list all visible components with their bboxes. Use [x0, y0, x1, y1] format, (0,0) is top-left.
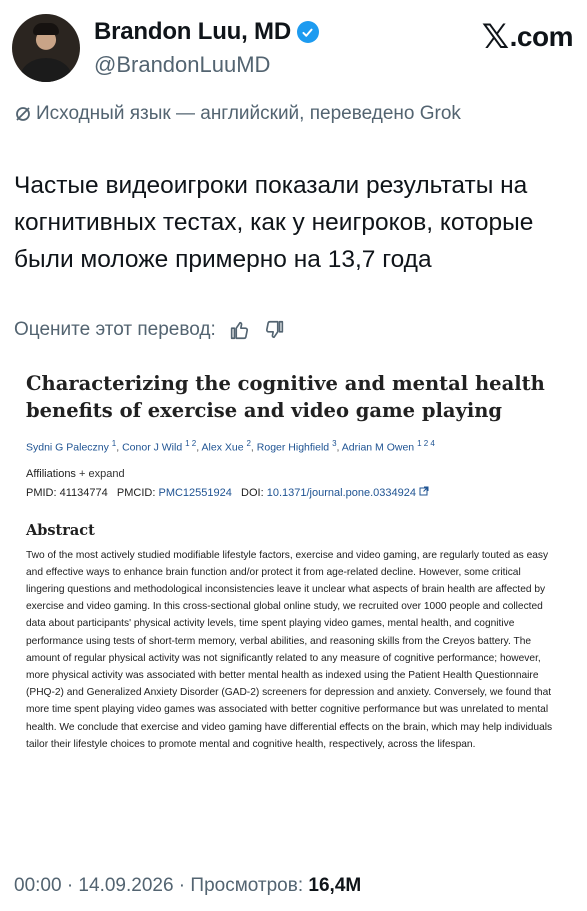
verified-badge-icon [297, 21, 319, 43]
site-label: .com [509, 21, 573, 52]
author-list: Sydni G Paleczny $^1$, Conor J Wild $^{1 2}$, Alex Xue $^2$, Roger Highfield $^3$, Adrian M Owen $^{1 2 4}$ [26, 439, 435, 454]
external-link-icon[interactable] [419, 486, 429, 496]
identifiers-row: PMID: 41134774 PMCID: PMC12551924 DOI: 10.1371/journal.pone.0334924 [26, 486, 566, 499]
author-link[interactable]: Roger Highfield [256, 441, 330, 454]
paper-title: Characterizing the cognitive and mental health benefits of exercise and video game playing [26, 372, 545, 422]
doi-link[interactable]: 10.1371/journal.pone.0334924 [266, 486, 416, 499]
abstract-text: Two of the most actively studied modifiable lifestyle factors, exercise and video gaming, are regularly touted as easy and effective ways to enhance brain function and/or protect it from age-related decline. However, some critical lingering questions and methodological inconsistencies leave it unclear what aspects of brain health are affected by exercise and video gaming. In this cross-sectional global online study, we recruited over 1000 people and collected data about participants' physical activity levels, time spent playing video games, mental health, and cognitive performance using tests of short-term memory, verbal abilities, and reasoning skills from the Creyos battery. The amount of regular physical activity was not significantly related to any measure of cognitive performance; however, more physical activity was associated with better mental health as indexed using the Patient Health Questionnaire (PHQ-2) and Generalized Anxiety Disorder (GAD-2) screeners for depression and anxiety. Conversely, we found that more time spent playing video games was associated with better cognitive performance but was unrelated to mental health. We conclude that exercise and video gaming have differential effects on the brain, which may help individuals tailor their lifestyle choices to promote mental and cognitive health, respectively, across the lifespan. [26, 549, 553, 750]
tweet-meta [14, 875, 361, 897]
thumbs-up-icon[interactable] [226, 317, 252, 343]
author-link[interactable]: Sydni G Paleczny [26, 441, 109, 454]
translate-icon [14, 105, 32, 123]
author-handle[interactable]: @BrandonLuuMD [94, 52, 271, 77]
view-count: 16,4M [308, 875, 362, 896]
affiliations-row [26, 468, 566, 480]
x-logo-icon: 𝕏 [481, 18, 509, 56]
site-watermark [482, 20, 573, 54]
translation-note [14, 103, 461, 125]
author-link[interactable]: Adrian M Owen [341, 441, 415, 454]
rate-translation-row [14, 317, 288, 343]
timestamp[interactable]: 00:00 · 14.09.2026 · Просмотров: [14, 875, 304, 896]
avatar[interactable] [12, 14, 80, 82]
translation-note-text: Исходный язык — английский, переведено Grok [36, 103, 461, 124]
author-name-row[interactable] [94, 18, 319, 46]
paper-screenshot [26, 370, 566, 753]
tweet-text: Частые видеоигроки показали результаты на когнитивных тестах, как у неигроков, которые были моложе примерно на 13,7 года [14, 172, 534, 273]
pmcid-link[interactable]: PMC12551924 [158, 486, 232, 499]
expand-affiliations-button[interactable]: + expand [79, 467, 125, 480]
rate-translation-label: Оцените этот перевод: [14, 319, 216, 340]
author-link[interactable]: Conor J Wild [122, 441, 183, 454]
affiliations-label: Affiliations [26, 467, 76, 480]
abstract-heading: Abstract [26, 521, 95, 539]
thumbs-down-icon[interactable] [262, 317, 288, 343]
author-link[interactable]: Alex Xue [201, 441, 244, 454]
author-name[interactable]: Brandon Luu, MD [94, 18, 291, 45]
pmid-value: 41134774 [59, 486, 108, 499]
tweet-header [12, 14, 575, 86]
